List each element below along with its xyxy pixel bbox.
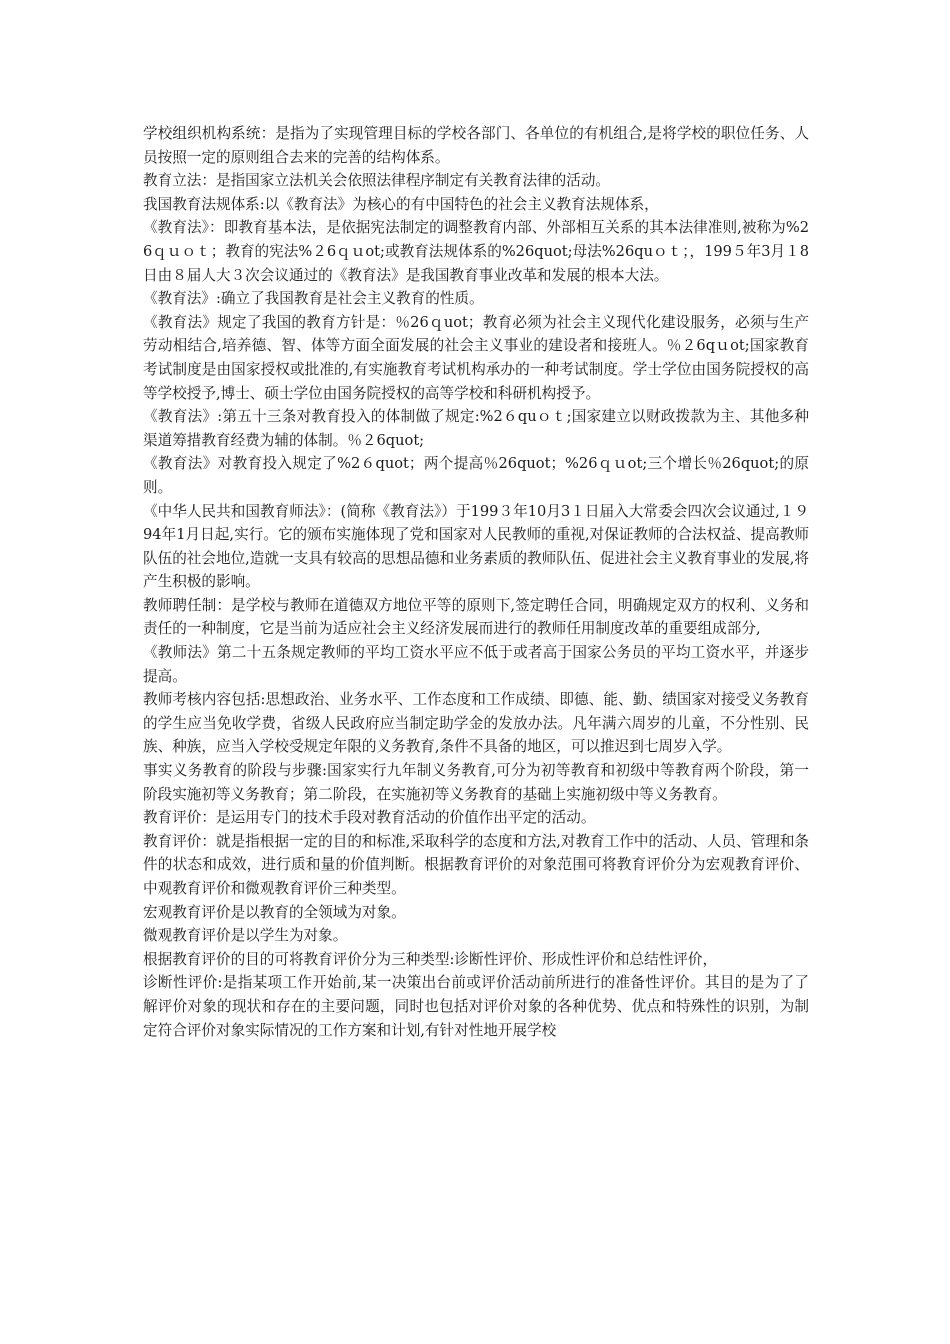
paragraph-article-53: 《教育法》:第五十三条对教育投入的体制做了规定:%2６quｏｔ;国家建立以财政拨款为主、其他多种渠道筹措教育经费为辅的体制。％２6quot;	[143, 408, 809, 449]
paragraph-diagnostic-evaluation: 诊断性评价:是指某项工作开始前,某一决策出台前或评价活动前所进行的准备性评价。其目的是为了了解评价对象的现状和存在的主要问题，同时也包括对评价对象的各种优势、优点和特殊性的识别，为制定符合评价对象实际情况的工作方案和计划,有针对性地开展学校	[143, 974, 809, 1039]
paragraph-education-law-definition: 《教育法》：即教育基本法，是依据宪法制定的调整教育内部、外部相互关系的其本法律准则,被称为%26ｑｕｏｔ；教育的宪法%２6ｑｕot;或教育法规体系的%26quot;母法%26quｏｔ；，199５年3月１8日由８届人大３次会议通过的《教育法》是我国教育事业改革和发展的根本大法。	[143, 219, 809, 284]
document-body	[143, 122, 809, 1042]
paragraph-education-policy: 《教育法》规定了我国的教育方针是：％26ｑuot；教育必须为社会主义现代化建设服务，必须与生产劳动相结合,培养德、智、体等方面全面发展的社会主义事业的建设者和接班人。％２6qｕot;国家教育考试制度是由国家授权或批准的,有实施教育考试机构承办的一种考试制度。学士学位由国务院授权的高等学校授予,博士、硕士学位由国务院授权的高等学校和科研机构授予。	[143, 313, 809, 402]
paragraph-teacher-appointment: 教师聘任制：是学校与教师在道德双方地位平等的原则下,签定聘任合同，明确规定双方的权利、义务和责任的一种制度，它是当前为适应社会主义经济发展而进行的教师任用制度改革的重要组成部分,	[143, 596, 809, 638]
paragraph-school-org-system: 学校组织机构系统：是指为了实现管理目标的学校各部门、各单位的有机组合,是将学校的职位任务、人员按照一定的原则组合去来的完善的结构体系。	[143, 125, 809, 166]
paragraph-evaluation-definition-2: 教育评价：就是指根据一定的目的和标准,采取科学的态度和方法,对教育工作中的活动、人员、管理和条件的状态和成效，进行质和量的价值判断。根据教育评价的对象范围可将教育评价分为宏观教育评价、中观教育评价和微观教育评价三种类型。	[143, 832, 810, 897]
paragraph-teachers-law: 《中华人民共和国教育师法》：(简称《教育法》）于199３年10月3１日届入大常委会四次会议通过,１９94年1月日起,实行。它的颁布实施体现了党和国家对人民教师的重视,对保证教师的合法权益、提高教师队伍的社会地位,造就一支具有较高的思想品德和业务素质的教师队伍、促进社会主义教育事业的发展,将产生积极的影响。	[143, 502, 810, 591]
paragraph-article-25: 《教师法》第二十五条规定教师的平均工资水平应不低于或者高于国家公务员的平均工资水平，并逐步提高。	[143, 644, 809, 685]
paragraph-education-legislation: 教育立法：是指国家立法机关会依照法律程序制定有关教育法律的活动。	[143, 172, 611, 190]
paragraph-evaluation-definition-1: 教育评价：是运用专门的技术手段对教育活动的价值作出平定的活动。	[143, 809, 596, 827]
paragraph-investment-principles: 《教育法》对教育投入规定了%2６quot；两个提高％26quot；%26ｑｕot;三个增长％26quot;的原则。	[143, 455, 809, 496]
paragraph-education-law-system: 我国教育法规体系:以《教育法》为核心的有中国特色的社会主义教育法规体系，	[143, 195, 659, 213]
paragraph-micro-evaluation: 微观教育评价是以学生为对象。	[143, 927, 348, 945]
paragraph-macro-evaluation: 宏观教育评价是以教育的全领域为对象。	[143, 903, 406, 921]
paragraph-teacher-assessment: 教师考核内容包括:思想政治、业务水平、工作态度和工作成绩、即德、能、勤、绩国家对接受义务教育的学生应当免收学费，省级人民政府应当制定助学金的发放办法。凡年满六周岁的儿童，不分性别、民族、种族，应当入学校受规定年限的义务教育,条件不具备的地区，可以推迟到七周岁入学。	[143, 691, 809, 756]
paragraph-socialist-nature: 《教育法》:确立了我国教育是社会主义教育的性质。	[143, 290, 484, 308]
paragraph-evaluation-types: 根据教育评价的目的可将教育评价分为三种类型:诊断性评价、形成性评价和总结性评价，	[143, 950, 718, 968]
paragraph-compulsory-education-stages: 事实义务教育的阶段与步骤:国家实行九年制义务教育,可分为初等教育和初级中等教育两个阶段，第一阶段实施初等义务教育；第二阶段，在实施初等义务教育的基础上实施初级中等义务教育。	[143, 762, 809, 803]
